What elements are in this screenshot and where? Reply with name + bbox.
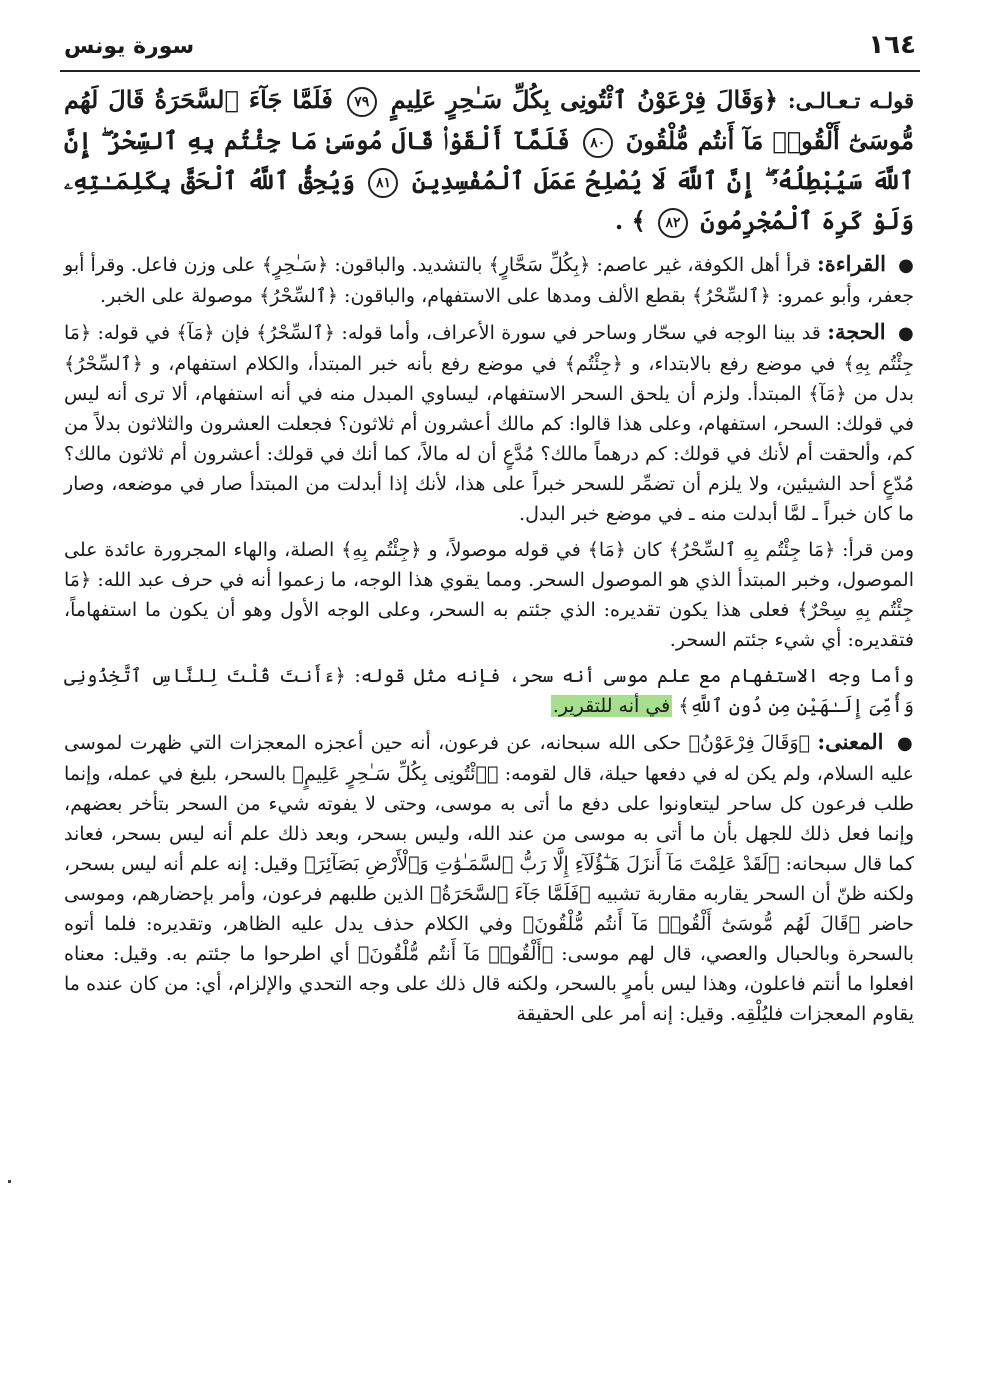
hujja-paragraph-3-text: وأما وجه الاستفهام مع علم موسى أنه سحر، فإنه مثل قوله: ﴿ءَأَنتَ قُلْتَ لِلنَّاسِ ٱتَّخِذُونِى وَأُمِّىَ إِلَـٰهَيْنِ مِن دُونِ ٱللَّهِ﴾ xyxy=(64,665,914,717)
verse-number-81: ٨١ xyxy=(368,168,398,198)
maana-text: ﴿وَقَالَ فِرْعَوْنُ﴾ حكى الله سبحانه، عن فرعون، أنه حين أعجزه المعجزات التي ظهرت لموسى عليه السلام، ولم يكن له في دفعها حيلة، قال لقومه: ﴿ٱئْتُونِى بِكُلِّ سَـٰحِرٍ عَلِيمٍ﴾ بالسحر، بليغ في عمله، وإنما طلب فرعون كل ساحر ليتعاونوا على دفع ما أتى به موسى، وحتى لا يفوته شيء من السحر بتأخر بعضهم، وإنما فعل ذلك للجهل بأن ما أتى به موسى من عند الله، وليس بسحر، وبعد ذلك علم أنه ليس بسحر، فعاند كما قال سبحانه: ﴿لَقَدْ عَلِمْتَ مَآ أَنزَلَ هَـٰٓؤُلَآءِ إِلَّا رَبُّ ٱلسَّمَـٰوَٰتِ وَٱلْأَرْضِ بَصَآئِرَ﴾ وقيل: إنه علم أنه ليس بسحر، ولكنه ظنّ أن السحر يقاربه مقاربة تشبيه ﴿فَلَمَّا جَآءَ ٱلسَّحَرَةُ﴾ الذين طلبهم فرعون، وأمر بإحضارهم، وموسى حاضر ﴿قَالَ لَهُم مُّوسَىٰٓ أَلْقُوا۟ مَآ أَنتُم مُّلْقُونَ﴾ وفي الكلام حذف يدل عليه الظاهر، وتقديره: فلما أتوه بالسحرة وبالحبال والعصي، قال لهم موسى: ﴿أَلْقُوا۟ مَآ أَنتُم مُّلْقُونَ﴾ أي اطرحوا ما جئتم به. وقيل: معناه افعلوا ما أنتم فاعلون، وهذا ليس بأمرٍ بالسحر، ولكنه قال ذلك على وجه التحدي والإلزام، أي: من كان عنده ما يقاوم المعجزات فليُلْقِه. وقيل: إنه أمر على الحقيقة xyxy=(64,732,914,1025)
hujja-paragraph-1: قد بينا الوجه في سحّار وساحر في سورة الأعراف، وأما قوله: ﴿ٱلسِّحْرُ﴾ فإن ﴿مَآ﴾ في قوله: ﴿مَا جِئْتُم بِهِ﴾ في موضع رفع بالابتداء، و ﴿جِئْتُم﴾ في موضع رفع بأنه خبر المبتدأ، والكلام استفهام، و ﴿ٱلسِّحْرُ﴾ بدل من ﴿مَآ﴾ المبتدأ. ولزم أن يلحق السحر الاستفهام، ليساوي المبدل منه في أنه استفهام، ألا ترى أنه ليس في قولك: السحر، استفهام، وعلى هذا قالوا: كم مالك أعشرون أم ثلاثون؟ فجعلت العشرون والثلاثون بدلاً من كم، وألحقت أم لأنك في قولك: كم درهماً مالك؟ مُدَّعٍ أن له مالاً، كما أنك في قولك: أعشرون أم ثلاثون مالك؟ مُدّعٍ أحد الشيئين، ولا يلزم أن تضمِّر للسحر خبراً على هذا، لأنك إذا أبدلت من المبتدأ صار في موضعه، وصار ما كان خبراً ـ لمَّا أبدلت منه ـ في موضع خبر البدل. xyxy=(64,322,914,525)
verse-part-3: فَلَمَّآ أَلْقَوْا۟ قَالَ مُوسَىٰ مَا جِئْتُم بِهِ ٱلسِّحْرُ ۖ إِنَّ ٱللَّهَ سَيُبْطِلُهُۥٓ ۖ إِنَّ ٱللَّهَ لَا يُصْلِحُ عَمَلَ ٱلْمُفْسِدِينَ xyxy=(64,126,915,195)
page-header xyxy=(60,28,920,70)
bullet-icon: ● xyxy=(898,255,914,276)
qiraa-text: قرأ أهل الكوفة، غير عاصم: ﴿بِكُلِّ سَحَّارٍ﴾ بالتشديد. والباقون: ﴿سَـٰحِرٍ﴾ على وزن فاعل. وقرأ أبو جعفر، وأبو عمرو: ﴿ٱلسِّحْرُ﴾ بقطع الألف ومدها على الاستفهام، والباقون: ﴿ٱلسِّحْرُ﴾ موصولة على الخبر. xyxy=(64,254,914,307)
verse-part-4: وَيُحِقُّ ٱللَّهُ ٱلْحَقَّ بِكَلِمَـٰتِهِۦ وَلَوْ كَرِهَ ٱلْمُجْرِمُونَ xyxy=(64,166,914,235)
bullet-icon: ● xyxy=(896,733,914,754)
verse-close: ﴾ . xyxy=(614,206,646,235)
maana-label: المعنى: xyxy=(817,729,884,754)
hujja-section xyxy=(64,317,914,529)
verse-label: قولـه تـعـالـى: xyxy=(787,88,915,113)
maana-section xyxy=(64,727,914,1029)
page-body xyxy=(64,80,914,1035)
hujja-paragraph-3 xyxy=(64,661,914,721)
highlighted-text: في أنه للتقرير. xyxy=(552,695,671,717)
header-rule xyxy=(60,70,920,72)
qiraa-label: القراءة: xyxy=(817,251,886,276)
bullet-icon: ● xyxy=(897,323,914,344)
qiraa-section xyxy=(64,249,914,311)
verse-block xyxy=(64,80,914,241)
scan-dot xyxy=(8,1180,11,1183)
verse-number-79: ٧٩ xyxy=(347,87,377,117)
hujja-label: الحجة: xyxy=(827,319,886,344)
surah-name: سورة يونس xyxy=(64,34,195,59)
verse-part-1: وَقَالَ فِرْعَوْنُ ٱئْتُونِى بِكُلِّ سَـٰحِرٍ عَلِيمٍ xyxy=(390,85,764,114)
hujja-paragraph-2: ومن قرأ: ﴿مَا جِئْتُم بِهِ ٱلسِّحْرُ﴾ كان ﴿مَا﴾ في قوله موصولاً، و ﴿جِئْتُم بِهِ﴾ الصلة، والهاء المجرورة عائدة على الموصول، وخبر المبتدأ الذي هو الموصول السحر. ومما يقوي هذا الوجه، ما زعموا أنه في حرف عبد الله: ﴿مَا جِئْتُم بِهِ سِحْرٌ﴾ فعلى هذا يكون تقديره: الذي جئتم به السحر، وعلى الوجه الأول وهو أن يكون ما استفهاماً، فتقديره: أي شيء جئتم السحر. xyxy=(64,539,914,651)
page-number: ١٦٤ xyxy=(868,30,916,60)
verse-part-2: فَلَمَّا جَآءَ ٱلسَّحَرَةُ قَالَ لَهُم مُّوسَىٰٓ أَلْقُوا۟ مَآ أَنتُم مُّلْقُونَ xyxy=(64,85,915,155)
verse-number-80: ٨٠ xyxy=(583,128,613,158)
verse-open-bracket: ﴿ xyxy=(763,85,778,114)
verse-number-82: ٨٢ xyxy=(658,208,688,238)
